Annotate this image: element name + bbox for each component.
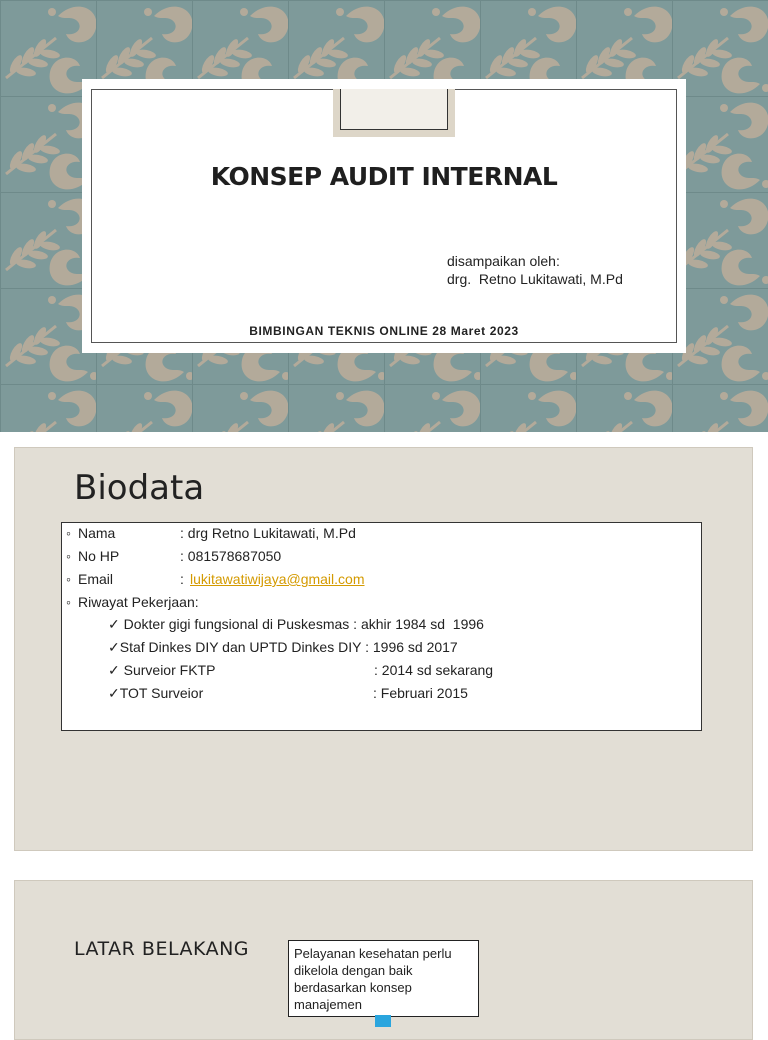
presenter-block	[447, 252, 623, 288]
title-slide	[0, 0, 768, 432]
biodata-title: Biodata	[74, 468, 205, 508]
job-item-left: ✓TOT Surveior	[108, 685, 204, 701]
bio-email-colon: :	[180, 571, 188, 587]
event-caption: BIMBINGAN TEKNIS ONLINE 28 Maret 2023	[249, 324, 519, 338]
biodata-box	[61, 522, 702, 731]
job-item-right: : 2014 sd sekarang	[374, 662, 494, 678]
bio-label-email: Email	[78, 571, 114, 587]
job-item-left: ✓ Surveior FKTP	[108, 662, 216, 678]
title-card	[82, 79, 686, 353]
bullet-icon: ◦	[66, 548, 71, 564]
latar-belakang-slide	[14, 880, 753, 1040]
latar-title: LATAR BELAKANG	[74, 938, 250, 960]
slide-title: KONSEP AUDIT INTERNAL	[210, 162, 558, 191]
job-item-right: : Februari 2015	[373, 685, 468, 701]
bio-label-nama: Nama	[78, 525, 116, 541]
bio-value-hp: : 081578687050	[180, 548, 282, 564]
resize-handle[interactable]	[375, 1015, 391, 1027]
riwayat-label: Riwayat Pekerjaan:	[78, 594, 199, 610]
bio-label-hp: No HP	[78, 548, 120, 564]
job-item: ✓ Dokter gigi fungsional di Puskesmas : akhir 1984 sd 1996	[108, 616, 484, 632]
email-link[interactable]: lukitawatiwijaya@gmail.com	[190, 571, 365, 587]
title-tab-decoration	[333, 89, 455, 137]
presenter-label: disampaikan oleh:	[447, 253, 560, 269]
latar-text-box[interactable]: Pelayanan kesehatan perlu dikelola dengan baik berdasarkan konsep manajemen	[288, 940, 479, 1017]
title-card-border	[91, 89, 677, 343]
bio-value-nama: : drg Retno Lukitawati, M.Pd	[180, 525, 356, 541]
bullet-icon: ◦	[66, 571, 71, 587]
biodata-slide	[14, 447, 753, 851]
title-tab-inner	[340, 89, 448, 130]
bullet-icon: ◦	[66, 594, 71, 610]
presenter-name: drg. Retno Lukitawati, M.Pd	[447, 271, 623, 287]
job-item: ✓Staf Dinkes DIY dan UPTD Dinkes DIY : 1996 sd 2017	[108, 639, 458, 655]
bullet-icon: ◦	[66, 525, 71, 541]
